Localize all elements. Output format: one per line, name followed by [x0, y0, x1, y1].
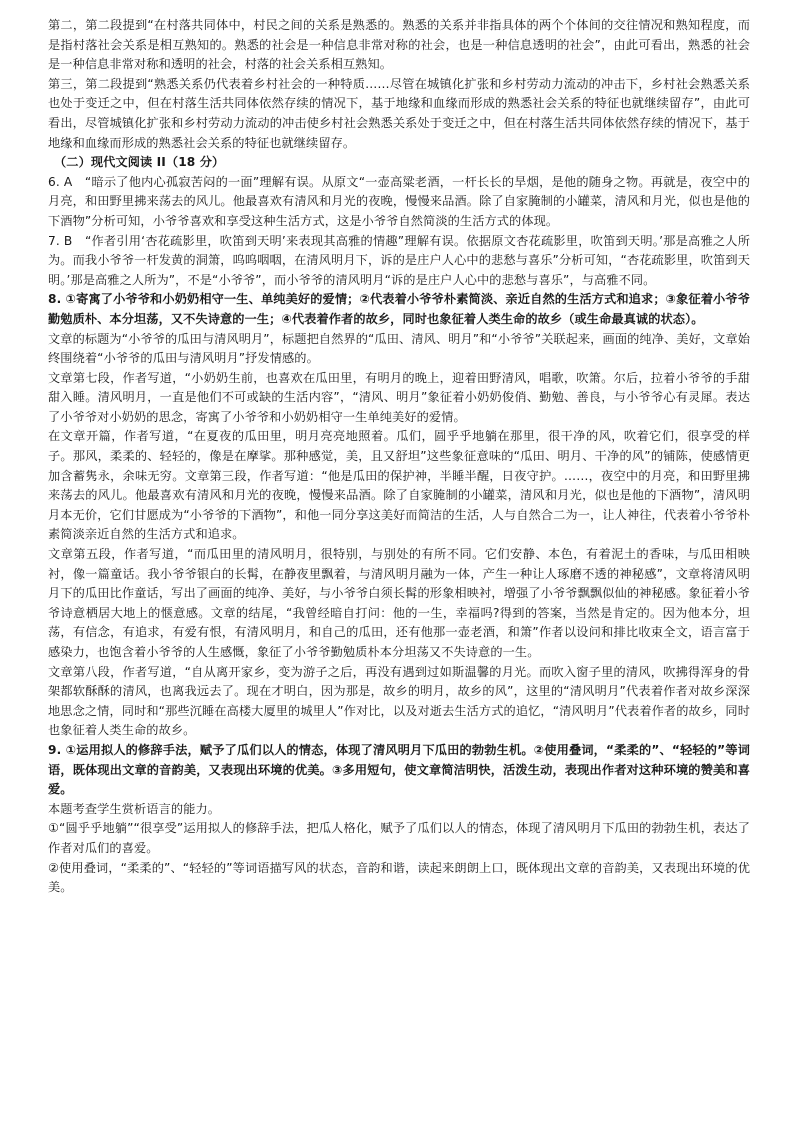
answer-8-key: 8. ①寄寓了小爷爷和小奶奶相守一生、单纯美好的爱情；②代表着小爷爷朴素简淡、亲近自然的生活方式和追求；③象征着小爷爷勤勉质朴、本分坦荡，又不失诗意的一生；④代表着作者的故乡，同时也象征着人类生命的故乡（或生命最真诚的状态）。 [48, 292, 750, 326]
answer-9-key: 9. ①运用拟人的修辞手法，赋予了瓜们以人的情态，体现了清风明月下瓜田的勃勃生机。②使用叠词，“柔柔的”、“轻轻的”等词语，既体现出文章的音韵美，又表现出环境的优美。③多用短句，使文章简洁明快，活泼生动，表现出作者对这种环境的赞美和喜爱。 [48, 742, 750, 797]
answer-8-paragraph5-analysis: 文章第五段，作者写道，“而瓜田里的清风明月，很特别，与别处的有所不同。它们安静、本色，有着泥土的香味，与瓜田相映衬，像一篇童话。我小爷爷银白的长髯，在静夜里飘着，与清风明月融为一体，产生一种让人琢磨不透的神秘感”，文章将清风明月下的瓜田比作童话，写出了画面的纯净、美好，与小爷爷白须长髯的形象相映衬，增强了小爷爷飘飘似仙的神秘感。象征着小爷爷诗意栖居大地上的惬意感。文章的结尾，“我曾经暗自打问：他的一生，幸福吗?得到的答案，当然是肯定的。因为他本分，坦荡，有信念，有追求，有爱有恨，有清风明月，和自己的瓜田，还有他那一壶老酒，和箫”作者以设问和排比收束全文，语言富于感染力，也饱含着小爷爷的人生感慨，象征了小爷爷勤勉质朴本分坦荡又不失诗意的一生。 [48, 547, 750, 659]
answer-9-point-1: ①“圆乎乎地躺”“很享受”运用拟人的修辞手法，把瓜人格化，赋予了瓜们以人的情态，体现了清风明月下瓜田的勃勃生机，表达了作者对瓜们的喜爱。 [48, 821, 750, 855]
answer-6: 6. A “暗示了他内心孤寂苦闷的一面”理解有误。从原文“一壶高粱老酒，一杆长长的旱烟，是他的随身之物。再就是，夜空中的月亮，和田野里拂来荡去的风儿。他最喜欢有清风和月光的夜晚，慢慢来品酒。除了自家腌制的小罐菜，清风和月光，似也是他的下酒物”分析可知，小爷爷喜欢和享受这种生活方式，这是小爷爷自然简淡的生活方式的体现。 [48, 174, 750, 228]
answer-7: 7. B “作者引用‘杏花疏影里，吹笛到天明’来表现其高雅的情趣”理解有误。依据原文杏花疏影里，吹笛到天明。’那是高雅之人所为。而我小爷爷一杆发黄的洞箫，呜呜咽咽，在清风明月下，诉的是庄户人心中的悲愁与喜乐”分析可知，“杏花疏影里，吹笛到天明。’那是高雅之人所为”，不是“小爷爷”，而小爷爷的清风明月“诉的是庄户人心中的悲愁与喜乐”，与高雅不同。 [48, 233, 750, 287]
answer-8-paragraph7-analysis: 文章第七段，作者写道，“小奶奶生前，也喜欢在瓜田里，有明月的晚上，迎着田野清风，唱歌，吹箫。尔后，拉着小爷爷的手甜甜入睡。清风明月，一直是他们不可或缺的生活内容”，“清风、明月”象征着小奶奶俊俏、勤勉、善良，与小爷爷心有灵犀。表达了小爷爷对小奶奶的思念，寄寓了小爷爷和小奶奶相守一生单纯美好的爱情。 [48, 370, 750, 424]
answer-9-intro: 本题考查学生赏析语言的能力。 [48, 801, 221, 816]
answer-8-title-analysis: 文章的标题为“小爷爷的瓜田与清风明月”，标题把自然界的“瓜田、清风、明月”和“小爷爷”关联起来，画面的纯净、美好，文章始终围绕着“小爷爷的瓜田与清风明月”抒发情感的。 [48, 331, 751, 366]
section-heading: （二）现代文阅读 II（18 分） [54, 155, 225, 170]
paragraph-third-point: 第三，第二段提到“熟悉关系仍代表着乡村社会的一种特质……尽管在城镇化扩张和乡村劳动力流动的冲击下，乡村社会熟悉关系也处于变迁之中，但在村落生活共同体依然存续的情况下，基于地缘和血缘而形成的熟悉社会关系的特征也就继续留存”，由此可看出，尽管城镇化扩张和乡村劳动力流动的冲击使乡村社会熟悉关系处于变迁之中，但在村落生活共同体依然存续的情况下，基于地缘和血缘而形成的熟悉社会关系的特征也就继续留存。 [48, 76, 750, 150]
answer-8-paragraph8-analysis: 文章第八段，作者写道，“自从离开家乡，变为游子之后，再没有遇到过如斯温馨的月光。而吹入窗子里的清风，吹拂得浑身的骨架都软酥酥的清风，也离我远去了。现在才明白，因为那是，故乡的明月，故乡的风”，这里的“清风明月”代表着作者对故乡深深地思念之情，同时和“那些沉睡在高楼大厦里的城里人”作对比，以及对逝去生活方式的追忆，“清风明月”代表着作者的故乡，同时也象征着人类生命的故乡。 [48, 664, 750, 738]
answer-8-opening-analysis: 在文章开篇，作者写道，“在夏夜的瓜田里，明月亮亮地照着。瓜们，圆乎乎地躺在那里，很干净的风，吹着它们，很享受的样子。那风，柔柔的、轻轻的，像是在摩挲。那种感觉，美，且又舒坦”这些象征意味的“瓜田、明月、干净的风”的铺陈，使感情更加含蓄隽永，余味无穷。文章第三段，作者写道：“他是瓜田的保护神，半睡半醒，日夜守护。……，夜空中的月亮，和田野里拂来荡去的风儿。他最喜欢有清风和月光的夜晚，慢慢来品酒。除了自家腌制的小罐菜，清风和月光，似也是他的下酒物”，清风明月本无价，它们甘愿成为“小爷爷的下酒物”，和他一同分享这美好而简洁的生活，人与自然合二为一，让人神往，代表着小爷爷朴素简淡亲近自然的生活方式和追求。 [48, 429, 750, 542]
answer-9-point-2: ②使用叠词，“柔柔的”、“轻轻的”等词语描写风的状态，音韵和谐，读起来朗朗上口，既体现出文章的音韵美，又表现出环境的优美。 [48, 860, 750, 895]
paragraph-second-point: 第二，第二段提到“在村落共同体中，村民之间的关系是熟悉的。熟悉的关系并非指具体的两个个体间的交往情况和熟知程度，而是指村落社会关系是相互熟知的。熟悉的社会是一种信息非常对称的社会，也是一种信息透明的社会”，由此可看出，熟悉的社会是一种信息非常对称和透明的社会，村落的社会关系相互熟知。 [48, 18, 750, 72]
